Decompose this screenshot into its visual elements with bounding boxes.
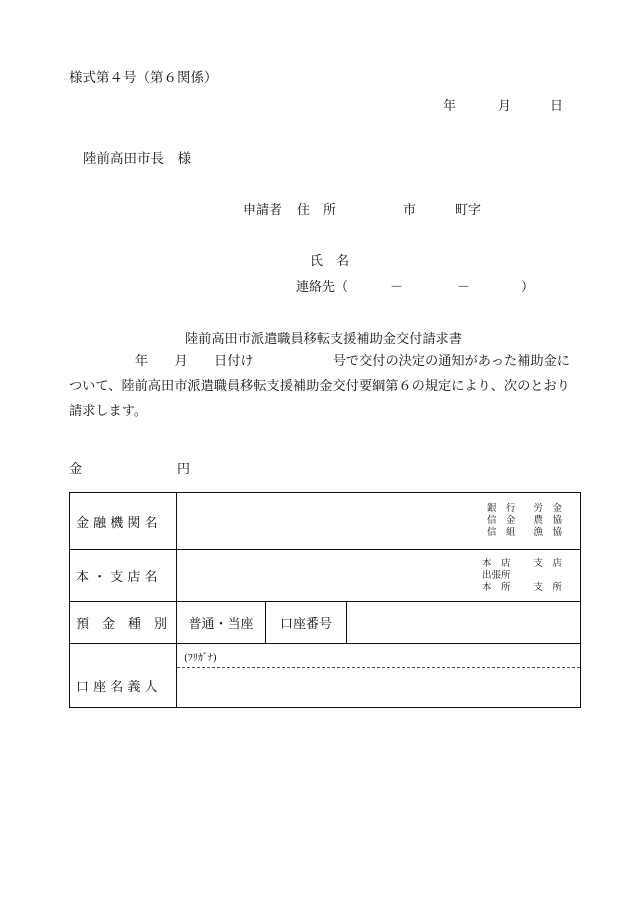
- holder-row: [70, 644, 581, 708]
- branch-value-cell[interactable]: [177, 550, 581, 602]
- institution-type: 信 金: [486, 515, 516, 526]
- branch-type: 本 所: [482, 581, 511, 593]
- institution-type: 農 協: [533, 515, 562, 526]
- name-label: 氏 名: [310, 254, 350, 269]
- date-day-label: 日: [550, 99, 564, 114]
- body-paragraph: [69, 349, 584, 424]
- institution-type: 銀 行: [486, 503, 516, 514]
- contact-dash-1: －: [390, 280, 404, 295]
- applicant-label: 申請者: [243, 203, 283, 218]
- document-title: 陸前高田市派遣職員移転支援補助金交付請求書: [185, 332, 462, 347]
- institution-row: [70, 493, 581, 550]
- branch-label-cell: [70, 550, 177, 602]
- branch-type: 本 店: [482, 557, 511, 569]
- branch-type: 支 所: [533, 581, 562, 593]
- account-number-field[interactable]: [347, 602, 580, 643]
- deposit-type-value[interactable]: 普通・当座: [177, 602, 266, 643]
- holder-label: 口 座 名 義 人: [76, 680, 158, 695]
- body-line-3: 請求します。: [69, 404, 148, 419]
- branch-types: [177, 558, 580, 594]
- account-number-label: 口座番号: [266, 602, 347, 643]
- date-year-label: 年: [443, 99, 457, 114]
- date-month-label: 月: [498, 99, 512, 114]
- branch-type: 出張所: [482, 569, 511, 581]
- body-line-2: ついて、陸前高田市派遣職員移転支援補助金交付要綱第６の規定により、次のとおり: [69, 379, 570, 394]
- city-suffix: 市: [403, 203, 417, 218]
- body-line-1: 年 月 日付け 号で交付の決定の通知があった補助金に: [69, 354, 570, 369]
- institution-types: [177, 503, 580, 539]
- holder-value-cell[interactable]: [177, 644, 581, 708]
- institution-type: 漁 協: [533, 527, 562, 538]
- town-suffix: 町字: [455, 203, 482, 218]
- holder-label-cell: [70, 644, 177, 708]
- institution-type: 労 金: [533, 503, 562, 514]
- address-label: 住 所: [297, 203, 337, 218]
- branch-type: 支 店: [533, 557, 562, 569]
- deposit-value-cell: [177, 602, 581, 644]
- institution-type: 信 組: [486, 527, 516, 538]
- institution-label-cell: [70, 493, 177, 550]
- addressee: 陸前高田市長 様: [83, 151, 191, 167]
- branch-row: [70, 550, 581, 602]
- bank-account-table: [69, 492, 581, 708]
- furigana-label: (ﾌﾘｶﾞﾅ): [177, 644, 580, 668]
- contact-close: ）: [521, 280, 535, 295]
- deposit-row: [70, 602, 581, 644]
- institution-label: 金 融 機 関 名: [76, 515, 158, 531]
- contact-label: 連絡先（: [296, 280, 349, 295]
- institution-value-cell[interactable]: [177, 493, 581, 550]
- amount-unit: 円: [177, 462, 191, 477]
- deposit-type-label: 預 金 種 別: [76, 617, 168, 632]
- contact-dash-2: －: [457, 280, 471, 295]
- amount-label: 金: [69, 462, 83, 477]
- branch-label: 本 ・ 支 店 名: [76, 570, 158, 585]
- deposit-type-label-cell: [70, 602, 177, 644]
- form-number: 様式第４号（第６関係）: [69, 70, 218, 86]
